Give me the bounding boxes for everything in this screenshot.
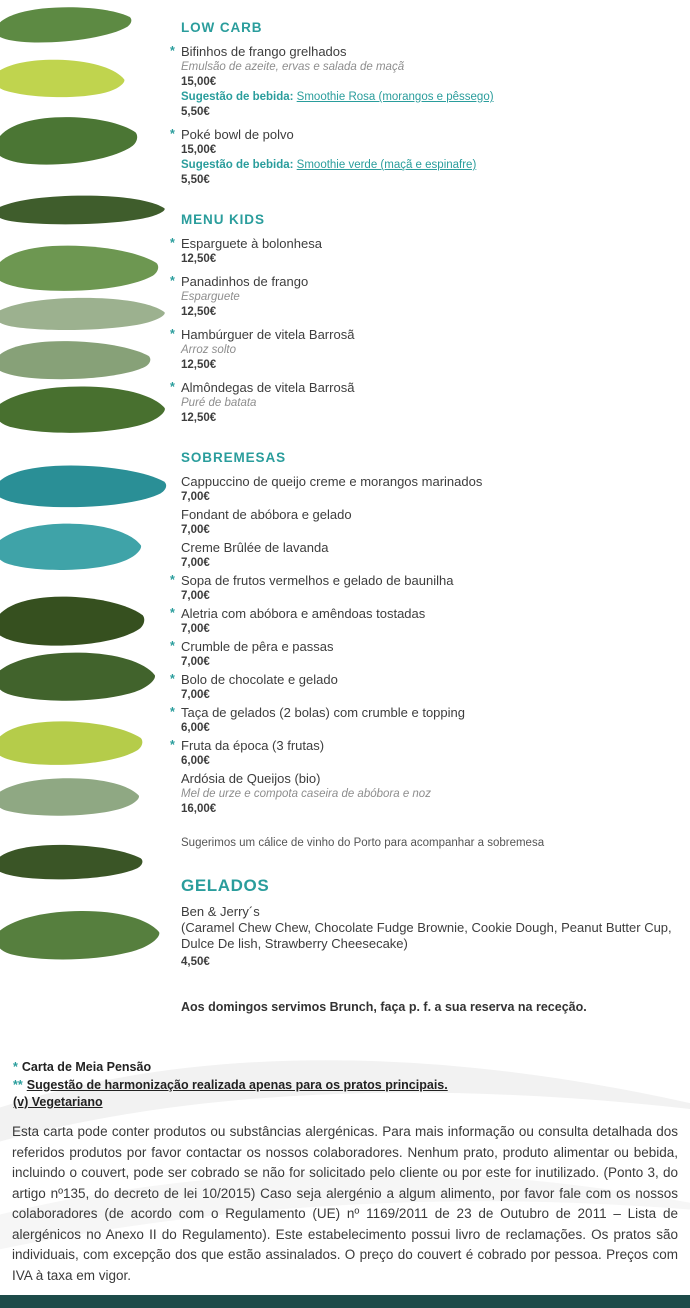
menu-item — [181, 539, 683, 570]
dish-name: Aletria com abóbora e amêndoas tostadas — [181, 606, 426, 621]
drink-suggestion-link[interactable]: Smoothie Rosa (morangos e pêssego) — [296, 91, 494, 103]
half-pension-asterisk: * — [170, 672, 175, 686]
dish-price: 12,50€ — [181, 359, 217, 371]
menu-item — [181, 903, 683, 970]
brush-stroke — [0, 340, 151, 381]
brunch-note: Aos domingos servimos Brunch, faça p. f. a sua reserva na receção. — [181, 1000, 587, 1014]
dish-name: Taça de gelados (2 bolas) com crumble e topping — [181, 705, 465, 720]
section-title: SOBREMESAS — [181, 450, 287, 465]
dish-name: Poké bowl de polvo — [181, 127, 294, 142]
dish-flavors: (Caramel Chew Chew, Chocolate Fudge Brownie, Cookie Dough, Peanut Butter Cup, Dulce De lish, Strawberry Cheesecake) — [181, 920, 672, 951]
dish-name: Sopa de frutos vermelhos e gelado de baunilha — [181, 573, 454, 588]
dish-price: 15,00€ — [181, 76, 217, 88]
footnote-text: Sugestão de harmonização realizada apenas para os pratos principais. — [26, 1077, 448, 1092]
menu-item — [170, 638, 683, 669]
dish-description: Esparguete — [181, 291, 240, 303]
dish-description: Puré de batata — [181, 397, 257, 409]
footnote — [13, 1077, 448, 1095]
brush-stroke — [0, 464, 166, 509]
dish-name: Cappuccino de queijo creme e morangos marinados — [181, 474, 483, 489]
footnote-marker: ** — [13, 1077, 23, 1092]
footnotes — [13, 1059, 448, 1112]
dish-price: 6,00€ — [181, 722, 210, 734]
brush-stroke — [0, 59, 125, 99]
dish-price: 12,50€ — [181, 306, 217, 318]
half-pension-asterisk: * — [170, 127, 175, 141]
menu-section-low-carb — [170, 20, 683, 194]
footnote-marker: * — [13, 1060, 18, 1074]
brush-stroke — [0, 116, 138, 166]
section-title: LOW CARB — [181, 20, 263, 35]
dish-price: 7,00€ — [181, 491, 210, 503]
half-pension-asterisk: * — [170, 639, 175, 653]
section-note: Sugerimos um cálice de vinho do Porto para acompanhar a sobremesa — [181, 837, 545, 849]
dish-price: 7,00€ — [181, 689, 210, 701]
menu-item — [170, 704, 683, 735]
brush-stroke — [0, 777, 139, 817]
dish-name: Bifinhos de frango grelhados — [181, 44, 347, 59]
dish-price: 7,00€ — [181, 623, 210, 635]
dish-price: 4,50€ — [181, 956, 210, 968]
brush-stroke — [0, 296, 165, 331]
half-pension-asterisk: * — [170, 274, 175, 288]
menu-item — [181, 473, 683, 504]
half-pension-asterisk: * — [170, 327, 175, 341]
menu-item — [170, 572, 683, 603]
dish-name: Crumble de pêra e passas — [181, 639, 334, 654]
drink-price: 5,50€ — [181, 174, 210, 186]
dish-name: Panadinhos de frango — [181, 274, 309, 289]
half-pension-asterisk: * — [170, 380, 175, 394]
drink-suggestion — [181, 90, 683, 105]
section-title: MENU KIDS — [181, 212, 265, 227]
dish-description: Emulsão de azeite, ervas e salada de maçã — [181, 61, 405, 73]
dish-price: 16,00€ — [181, 803, 217, 815]
menu-section-gelados — [181, 876, 683, 976]
half-pension-asterisk: * — [170, 573, 175, 587]
menu-item — [170, 273, 683, 320]
half-pension-asterisk: * — [170, 738, 175, 752]
dish-price: 6,00€ — [181, 755, 210, 767]
brush-stroke — [0, 595, 145, 647]
dish-name: Esparguete à bolonhesa — [181, 236, 322, 251]
drink-suggestion-link[interactable]: Smoothie verde (maçã e espinafre) — [296, 159, 477, 171]
dish-price: 7,00€ — [181, 590, 210, 602]
drink-price: 5,50€ — [181, 106, 210, 118]
brush-stroke — [0, 522, 141, 571]
footnote — [13, 1059, 448, 1077]
half-pension-asterisk: * — [170, 44, 175, 58]
dish-price: 12,50€ — [181, 412, 217, 424]
half-pension-asterisk: * — [170, 606, 175, 620]
dish-name: Ben & Jerry´s — [181, 904, 260, 919]
menu-item — [170, 43, 683, 120]
dish-name: Bolo de chocolate e gelado — [181, 672, 338, 687]
brush-stroke — [0, 5, 132, 44]
dish-description: Mel de urze e compota caseira de abóbora e noz — [181, 788, 431, 800]
drink-suggestion-label: Sugestão de bebida: — [181, 159, 294, 171]
menu-item — [181, 506, 683, 537]
dish-description: Arroz solto — [181, 344, 236, 356]
drink-suggestion-label: Sugestão de bebida: — [181, 91, 294, 103]
menu-section-menu-kids — [170, 212, 683, 432]
footer-bar — [0, 1295, 690, 1308]
half-pension-asterisk: * — [170, 705, 175, 719]
dish-name: Creme Brûlée de lavanda — [181, 540, 329, 555]
brush-stroke — [0, 194, 165, 225]
dish-price: 15,00€ — [181, 144, 217, 156]
dish-price: 7,00€ — [181, 656, 210, 668]
menu-item — [170, 235, 683, 267]
drink-suggestion — [181, 158, 683, 173]
dish-price: 7,00€ — [181, 557, 210, 569]
dish-name: Fondant de abóbora e gelado — [181, 507, 352, 522]
menu-item — [170, 379, 683, 426]
dish-name: Hambúrguer de vitela Barrosã — [181, 327, 355, 342]
dish-name: Fruta da época (3 frutas) — [181, 738, 325, 753]
footnote-text: (v) Vegetariano — [13, 1095, 103, 1109]
legal-text: Esta carta pode conter produtos ou substâncias alergénicas. Para mais informação ou consulta detalhada dos referidos produtos por favor contactar os nossos colaboradores. Nenhum prato, produto alimentar ou bebida, incluindo o couvert, pode ser cobrado se não for solicitado pelo cliente ou por este for inutilizado. (Ponto 3, do artigo nº135, do decreto de lei 10/2015) Caso seja alergénio a algum alimento, por favor fale com os nossos colaboradores (de acordo com o Regulamento (UE) nº 1169/2011 de 23 de Outubro de 2011 – Lista de alergénicos no Anexo II do Regulamento). Este estabelecimento possui livro de reclamações. Os pratos são individuais, com excepção dos que estão assinalados. O preço do couvert é cobrado por pessoa. Preços com IVA à taxa em vigor. — [12, 1124, 678, 1283]
brush-stroke — [0, 385, 165, 434]
menu-item — [170, 737, 683, 768]
menu-item — [170, 605, 683, 636]
menu-item — [170, 126, 683, 188]
brush-stroke — [0, 720, 143, 766]
footnote-text: Carta de Meia Pensão — [21, 1060, 152, 1074]
brush-stroke — [0, 908, 160, 962]
brush-stroke — [0, 244, 159, 292]
brush-stroke — [0, 651, 155, 702]
menu-item — [181, 770, 683, 816]
section-title: GELADOS — [181, 876, 270, 895]
half-pension-asterisk: * — [170, 236, 175, 250]
dish-name: Ardósia de Queijos (bio) — [181, 771, 321, 786]
dish-price: 7,00€ — [181, 524, 210, 536]
menu-section-sobremesas — [170, 450, 683, 851]
footnote — [13, 1094, 448, 1112]
dish-name: Almôndegas de vitela Barrosã — [181, 380, 355, 395]
menu-item — [170, 326, 683, 373]
dish-price: 12,50€ — [181, 253, 217, 265]
brush-stroke — [0, 844, 143, 881]
brush-strokes-decoration — [0, 0, 192, 990]
menu-item — [170, 671, 683, 702]
